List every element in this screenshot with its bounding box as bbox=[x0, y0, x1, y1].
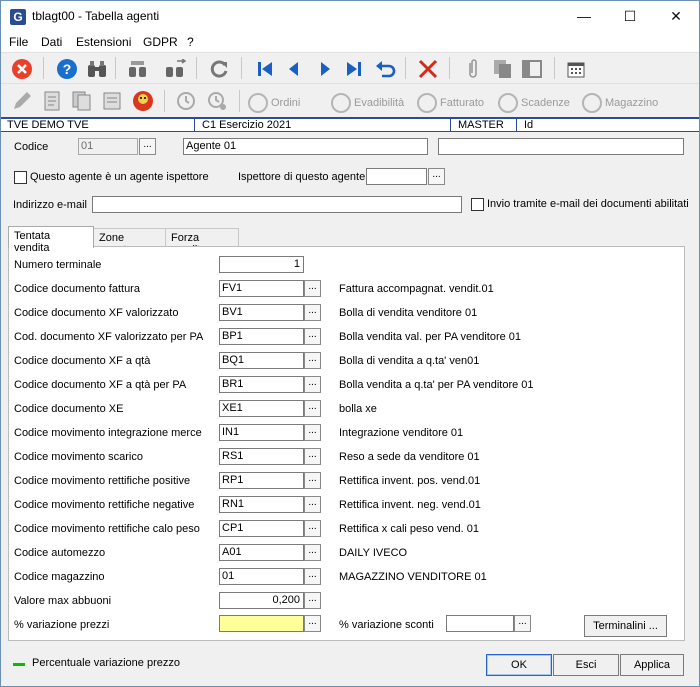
invio-email-label: Invio tramite e-mail dei documenti abilitati bbox=[487, 198, 689, 210]
row-label: Codice documento XF a qtà per PA bbox=[14, 379, 187, 391]
scadenze-icon bbox=[498, 93, 518, 113]
row-label: Codice movimento integrazione merce bbox=[14, 427, 202, 439]
menu-estensioni[interactable]: Estensioni bbox=[76, 35, 132, 49]
row-description: Integrazione venditore 01 bbox=[339, 427, 464, 439]
tab-forza-vendita[interactable]: Forza bbox=[165, 228, 239, 247]
row-lookup-button[interactable]: ... bbox=[304, 424, 321, 441]
menu-help[interactable]: ? bbox=[187, 35, 194, 49]
row-lookup-button[interactable]: ... bbox=[304, 400, 321, 417]
row-code-field[interactable]: RP1 bbox=[219, 472, 304, 489]
search-next-icon[interactable] bbox=[164, 57, 188, 81]
main-toolbar bbox=[1, 52, 699, 83]
scadenze-label: Scadenze bbox=[521, 97, 570, 109]
attachment-icon[interactable] bbox=[461, 57, 485, 81]
tab-zone-agente[interactable]: Zone bbox=[93, 228, 166, 247]
ordini-icon bbox=[248, 93, 268, 113]
fatturato-icon bbox=[417, 93, 437, 113]
documents-icon[interactable] bbox=[70, 89, 94, 113]
history-user-icon[interactable] bbox=[205, 89, 229, 113]
row-label: Codice magazzino bbox=[14, 571, 105, 583]
row-description: Bolla vendita a q.ta' per PA venditore 01 bbox=[339, 379, 534, 391]
menu-gdpr[interactable]: GDPR bbox=[143, 35, 178, 49]
abbuoni-lookup-button[interactable]: ... bbox=[304, 592, 321, 609]
undo-icon[interactable] bbox=[373, 57, 397, 81]
row-lookup-button[interactable]: ... bbox=[304, 496, 321, 513]
next-record-icon[interactable] bbox=[313, 57, 337, 81]
row-label: Cod. documento XF valorizzato per PA bbox=[14, 331, 204, 343]
row-description: Reso a sede da venditore 01 bbox=[339, 451, 480, 463]
ordini-label: Ordini bbox=[271, 97, 301, 109]
last-record-icon[interactable] bbox=[342, 57, 366, 81]
history-icon[interactable] bbox=[174, 89, 198, 113]
invio-email-checkbox[interactable] bbox=[471, 198, 484, 211]
row-code-field[interactable]: BR1 bbox=[219, 376, 304, 393]
document-icon[interactable] bbox=[40, 89, 64, 113]
row-label: Codice documento XF valorizzato bbox=[14, 307, 179, 319]
exit-icon[interactable] bbox=[10, 57, 34, 81]
row-code-field[interactable]: RS1 bbox=[219, 448, 304, 465]
maximize-button[interactable]: ☐ bbox=[623, 8, 637, 24]
row-label: Codice movimento rettifiche calo peso bbox=[14, 523, 200, 535]
ispettore-checkbox[interactable] bbox=[14, 171, 27, 184]
codice-lookup-button[interactable]: ... bbox=[139, 138, 156, 155]
row-label: Codice movimento rettifiche positive bbox=[14, 475, 191, 487]
row-code-field[interactable]: 01 bbox=[219, 568, 304, 585]
ispettore-lookup-button[interactable]: ... bbox=[428, 168, 445, 185]
row-lookup-button[interactable]: ... bbox=[304, 568, 321, 585]
id-label: Id bbox=[516, 119, 533, 131]
row-code-field[interactable]: IN1 bbox=[219, 424, 304, 441]
window-title: tblagt00 - Tabella agenti bbox=[32, 9, 160, 23]
row-code-field[interactable]: RN1 bbox=[219, 496, 304, 513]
email-label: Indirizzo e-mail bbox=[13, 199, 87, 211]
row-code-field[interactable]: A01 bbox=[219, 544, 304, 561]
person-search-icon[interactable] bbox=[131, 89, 155, 113]
calendar-icon[interactable] bbox=[564, 57, 588, 81]
magazzino-button[interactable] bbox=[582, 93, 658, 113]
evadibilita-label: Evadibilità bbox=[354, 97, 405, 109]
evadibilita-button[interactable] bbox=[331, 93, 404, 113]
var-sconti-lookup-button[interactable]: ... bbox=[514, 615, 531, 632]
user-label: MASTER bbox=[450, 119, 504, 131]
row-lookup-button[interactable]: ... bbox=[304, 280, 321, 297]
close-window-button[interactable]: ✕ bbox=[670, 8, 682, 24]
ispettore-label: Ispettore di questo agente bbox=[238, 171, 366, 183]
ok-button[interactable]: OK bbox=[486, 654, 552, 676]
row-lookup-button[interactable]: ... bbox=[304, 352, 321, 369]
row-label: Codice movimento rettifiche negative bbox=[14, 499, 195, 511]
menu-file[interactable]: File bbox=[9, 35, 29, 49]
row-lookup-button[interactable]: ... bbox=[304, 448, 321, 465]
var-prezzi-lookup-button[interactable]: ... bbox=[304, 615, 321, 632]
info-bar bbox=[1, 117, 699, 132]
var-prezzi-field[interactable] bbox=[219, 615, 304, 632]
row-description: Bolla di vendita venditore 01 bbox=[339, 307, 478, 319]
codice-field[interactable]: 01 bbox=[78, 138, 138, 155]
help-icon[interactable] bbox=[55, 57, 79, 81]
row-code-field[interactable]: CP1 bbox=[219, 520, 304, 537]
row-description: bolla xe bbox=[339, 403, 377, 415]
menu-bar bbox=[1, 32, 699, 52]
row-description: MAGAZZINO VENDITORE 01 bbox=[339, 571, 487, 583]
email-field[interactable] bbox=[92, 196, 462, 213]
numero-terminale-field[interactable]: 1 bbox=[219, 256, 304, 273]
evadibilita-icon bbox=[331, 93, 351, 113]
codice-label: Codice bbox=[14, 141, 49, 153]
form-icon[interactable] bbox=[101, 89, 125, 113]
scadenze-button[interactable] bbox=[498, 93, 570, 113]
row-description: Rettifica invent. neg. vend.01 bbox=[339, 499, 481, 511]
ispettore-checkbox-label: Questo agente è un agente ispettore bbox=[30, 171, 209, 183]
tab-tentata-vendita[interactable]: Tentata vendita bbox=[8, 226, 94, 248]
edit-pencil-icon[interactable] bbox=[10, 89, 34, 113]
row-lookup-button[interactable]: ... bbox=[304, 544, 321, 561]
title-bar bbox=[1, 1, 699, 32]
row-label: Codice documento fattura bbox=[14, 283, 140, 295]
magazzino-label: Magazzino bbox=[605, 97, 659, 109]
row-lookup-button[interactable]: ... bbox=[304, 304, 321, 321]
refresh-icon[interactable] bbox=[207, 57, 231, 81]
row-code-field[interactable]: XE1 bbox=[219, 400, 304, 417]
first-record-icon[interactable] bbox=[253, 57, 277, 81]
applica-button[interactable]: Applica bbox=[620, 654, 684, 676]
binoculars-icon[interactable] bbox=[85, 57, 109, 81]
row-label: Codice automezzo bbox=[14, 547, 106, 559]
row-code-field[interactable]: BQ1 bbox=[219, 352, 304, 369]
app-logo-icon: G bbox=[10, 9, 26, 25]
row-description: Bolla vendita val. per PA venditore 01 bbox=[339, 331, 522, 343]
ispettore-field[interactable] bbox=[366, 168, 427, 185]
var-sconti-field[interactable] bbox=[446, 615, 514, 632]
row-description: Rettifica invent. pos. vend.01 bbox=[339, 475, 481, 487]
row-lookup-button[interactable]: ... bbox=[304, 472, 321, 489]
svg-text:?: ? bbox=[62, 61, 72, 77]
row-description: Rettifica x cali peso vend. 01 bbox=[339, 523, 480, 535]
abbuoni-field[interactable]: 0,200 bbox=[219, 592, 304, 609]
delete-icon[interactable] bbox=[416, 57, 440, 81]
row-label: Codice movimento scarico bbox=[14, 451, 143, 463]
fatturato-button[interactable] bbox=[417, 93, 484, 113]
row-lookup-button[interactable]: ... bbox=[304, 520, 321, 537]
row-lookup-button[interactable]: ... bbox=[304, 376, 321, 393]
row-label: Codice documento XE bbox=[14, 403, 124, 415]
layout-icon[interactable] bbox=[520, 57, 544, 81]
ordini-button[interactable] bbox=[248, 93, 300, 113]
row-code-field[interactable]: FV1 bbox=[219, 280, 304, 297]
menu-dati[interactable]: Dati bbox=[41, 35, 63, 49]
status-text: Percentuale variazione prezzo bbox=[32, 657, 180, 669]
fatturato-label: Fatturato bbox=[440, 97, 485, 109]
terminalini-button[interactable]: Terminalini ... bbox=[584, 615, 667, 637]
status-indicator-icon bbox=[13, 663, 25, 666]
descrizione-field[interactable]: Agente 01 bbox=[183, 138, 428, 155]
row-description: Bolla di vendita a q.ta' ven01 bbox=[339, 355, 480, 367]
copy-icon[interactable] bbox=[491, 57, 515, 81]
descrizione2-field[interactable] bbox=[438, 138, 684, 155]
abbuoni-label: Valore max abbuoni bbox=[14, 595, 112, 607]
secondary-toolbar bbox=[1, 83, 699, 117]
previous-record-icon[interactable] bbox=[282, 57, 306, 81]
row-code-field[interactable]: BV1 bbox=[219, 304, 304, 321]
row-lookup-button[interactable]: ... bbox=[304, 328, 321, 345]
numero-terminale-label: Numero terminale bbox=[14, 259, 102, 271]
row-label: Codice documento XF a qtà bbox=[14, 355, 151, 367]
search-list-icon[interactable] bbox=[127, 57, 151, 81]
row-description: Fattura accompagnat. vendit.01 bbox=[339, 283, 494, 295]
magazzino-icon bbox=[582, 93, 602, 113]
minimize-button[interactable]: — bbox=[577, 8, 591, 24]
row-code-field[interactable]: BP1 bbox=[219, 328, 304, 345]
company-name: TVE DEMO TVE bbox=[7, 119, 89, 131]
var-prezzi-label: % variazione prezzi bbox=[14, 619, 110, 631]
var-sconti-label: % variazione sconti bbox=[339, 619, 434, 631]
period-label: C1 Esercizio 2021 bbox=[194, 119, 291, 131]
esci-button[interactable]: Esci bbox=[553, 654, 619, 676]
row-description: DAILY IVECO bbox=[339, 547, 408, 559]
